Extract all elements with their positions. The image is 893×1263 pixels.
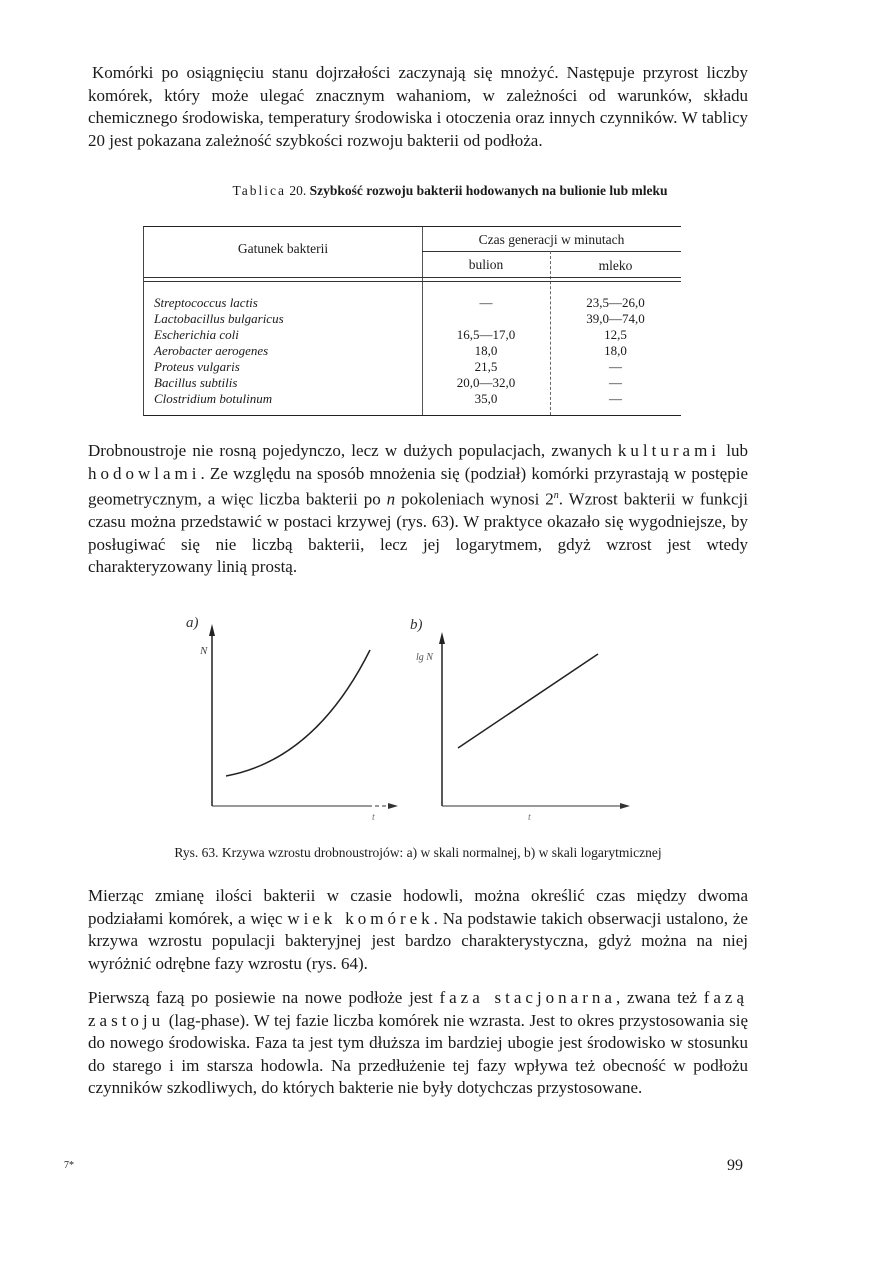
term-hodowle: hodowlami (88, 463, 201, 483)
paragraph-lag-phase (88, 987, 748, 1100)
panel-a-y-arrow (209, 624, 215, 636)
p2-text-b: lub (720, 441, 748, 460)
page-number: 99 (727, 1157, 743, 1174)
term-faza-zastoju: fazą zastoju (88, 988, 749, 1030)
header-bulion: bulion (468, 257, 504, 272)
p3-text-a: Mierząc zmianę ilości bakterii w czasie hodowli, można określić czas między dwoma podziałami komórek, a więc (88, 886, 748, 928)
table-row (144, 343, 681, 357)
row-bulion: — (479, 295, 493, 310)
p4-text-b: , zwana też (615, 988, 704, 1007)
panel-b-y-label: lg N (416, 652, 433, 663)
p2-text-a: Drobnoustroje nie rosną pojedynczo, lecz w dużych populacjach, zwanych (88, 441, 618, 460)
table-row (144, 295, 681, 309)
figure-caption-lead: Rys. 63. (174, 845, 219, 860)
row-name: Lactobacillus bulgaricus (154, 311, 284, 326)
row-name: Proteus vulgaris (154, 359, 240, 374)
panel-a-label: a) (186, 615, 199, 631)
row-mleko: 23,5—26,0 (586, 295, 645, 310)
generation-time-table (143, 226, 681, 416)
panel-b-log-line (458, 654, 598, 748)
row-mleko: — (609, 375, 622, 390)
figure-caption-text: Krzywa wzrostu drobnoustrojów: a) w skali normalnej, b) w skali logarytmicznej (221, 845, 662, 860)
row-bulion: 18,0 (474, 343, 498, 358)
table-divider (144, 281, 681, 282)
p4-text-a: Pierwszą fazą po posiewie na nowe podłoże jest (88, 988, 440, 1007)
growth-curve-figure (170, 610, 650, 825)
p2-n: n (386, 489, 396, 509)
panel-b-x-arrow (620, 803, 630, 809)
term-faza-stacjonarna: faza stacjonarna (439, 988, 616, 1007)
table-caption-title: Szybkość rozwoju bakterii hodowanych na bulionie lub mleku (309, 183, 668, 198)
row-bulion: 20,0—32,0 (456, 375, 516, 390)
paragraph-cell-age (88, 885, 748, 975)
header-gatunek: Gatunek bakterii (237, 241, 329, 256)
table-divider (422, 251, 681, 252)
row-bulion: 16,5—17,0 (456, 327, 516, 342)
table-caption (120, 183, 780, 199)
panel-a-x-label: t (372, 812, 375, 823)
row-mleko: 12,5 (604, 327, 627, 342)
row-name: Escherichia coli (154, 327, 239, 342)
table-row (144, 311, 681, 325)
paragraph-intro-text: Komórki po osiągnięciu stanu dojrzałości zaczynają się mnożyć. Następuje przyrost liczby komórek, który może ulegać znacznym wahaniom, w zależności od warunków, składu chemicznego środowiska, temperatury środowiska i otoczenia oraz innych czynników. W tablicy 20 jest pokazana zależność szybkości rozwoju bakterii od podłoża. (88, 63, 748, 150)
table-row (144, 359, 681, 373)
row-name: Bacillus subtilis (154, 375, 238, 390)
panel-a-x-arrow (388, 803, 398, 809)
p2-text-e: . Wzrost bakterii w funkcji czasu można przedstawić w postaci krzywej (rys. 63). W praktyce okazało się wygodniejsze, by posługiwać się nie liczbą bakterii, lecz jej logarytmem, gdyż wzrost jest wtedy charakteryzowany linią prostą. (88, 489, 748, 577)
signature-mark: 7* (64, 1160, 74, 1171)
row-mleko: 18,0 (604, 343, 627, 358)
panel-b-x-label: t (528, 812, 531, 823)
row-name: Aerobacter aerogenes (154, 343, 269, 358)
table-row (144, 375, 681, 389)
p2-text-d: pokoleniach wynosi 2 (395, 489, 554, 509)
panel-b-y-arrow (439, 632, 445, 644)
paragraph-cultures (88, 440, 748, 579)
row-mleko: — (609, 391, 622, 406)
header-czas: Czas generacji w minutach (478, 232, 625, 247)
row-bulion: 21,5 (474, 359, 498, 374)
p2-text-c: . Ze względu na sposób mnożenia się (podział) komórki przyrastają w postępie geometrycznym, a więc liczba bakterii po (88, 463, 748, 509)
p3-text-b: . Na podstawie takich obserwacji ustalono, że krzywa wzrostu populacji bakteryjnej jest bardzo charakterystyczna, gdyż można na niej wyróżnić odrębne fazy wzrostu (rys. 64). (88, 908, 748, 973)
table-row (144, 327, 681, 341)
p2-sup: n (553, 490, 559, 501)
row-mleko: 39,0—74,0 (586, 311, 645, 326)
row-name: Clostridium botulinum (154, 391, 273, 406)
table-divider (144, 277, 681, 278)
paragraph-intro (88, 62, 748, 152)
term-kultury: kulturami (617, 441, 721, 460)
table-caption-lead: Tablica (232, 183, 286, 198)
row-name: Streptococcus lactis (154, 295, 258, 310)
figure-caption (88, 845, 748, 861)
p4-text-c: (lag-phase). W tej fazie liczba komórek nie wzrasta. Jest to okres przystosowania się do nowego środowiska. Faza ta jest tym dłuższa im bardziej ubogie jest środowisko w stosunku do starego i im starsza hodowla. Na przedłużenie tej fazy wpływa też obecność w podłożu czynników szkodliwych, do których bakterie nie były dotychczas przystosowane. (88, 1010, 748, 1097)
panel-b-label: b) (410, 617, 423, 633)
term-wiek-komorek: wiek komórek (287, 908, 434, 928)
row-bulion: 35,0 (474, 391, 498, 406)
panel-a-y-label: N (200, 645, 208, 657)
row-mleko: — (609, 359, 622, 374)
header-mleko: mleko (598, 258, 633, 273)
table-caption-number: 20. (289, 183, 307, 198)
panel-a-exponential-curve (226, 650, 370, 776)
table-row (144, 391, 681, 405)
